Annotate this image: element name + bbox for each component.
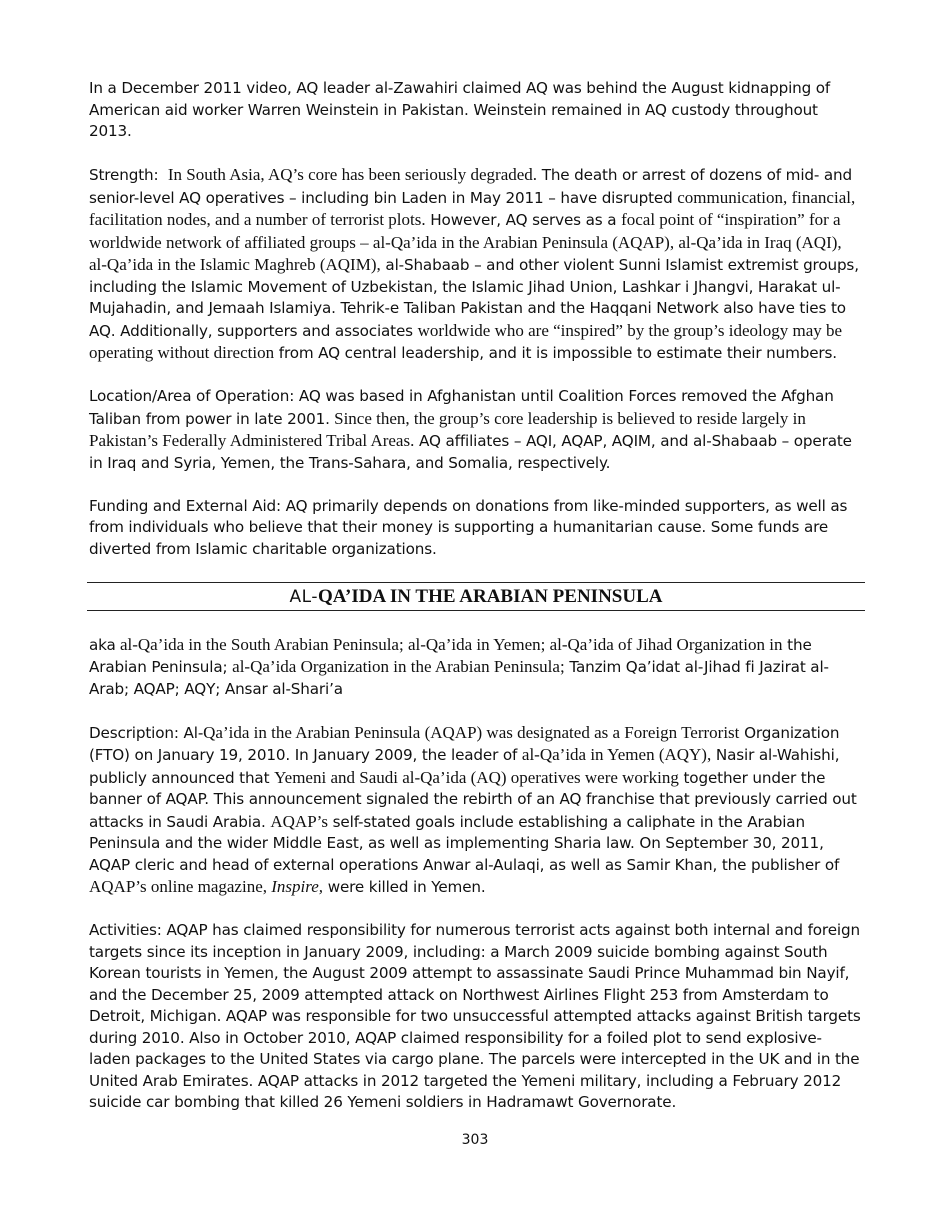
location-text-3: AQ affiliates – AQI, AQAP, AQIM, and al-Shabaab – operate in Iraq and Syria, Yemen, the Trans-Sahara, and Somalia, respectively. bbox=[89, 432, 852, 472]
description-text-10: AQAP’s online magazine, bbox=[89, 877, 272, 896]
strength-text-1: In South Asia, AQ’s core has been seriously degraded. bbox=[167, 165, 538, 184]
location-text-2: Since then, the group’s core leadership is believed to reside largely in Pakistan’s Federally Administered Tribal Areas. bbox=[89, 408, 806, 450]
description-text-6: Yemeni and Saudi al-Qa’ida (AQ) operatives were working bbox=[274, 767, 679, 787]
strength-text-4: However, AQ serves as a bbox=[425, 211, 622, 229]
intro-text: In a December 2011 video, AQ leader al-Zawahiri claimed AQ was behind the August kidnapping of American aid worker Warren Weinstein in Pakistan. Weinstein remained in AQ custody throughout 2013. bbox=[89, 79, 831, 140]
description-text-11: were killed in Yemen. bbox=[323, 878, 486, 896]
activities-label: Activities: bbox=[89, 921, 162, 939]
location-paragraph bbox=[89, 386, 863, 474]
description-text-3: Organization (FTO) on January 19, 2010. In January 2009, the leader of bbox=[89, 723, 840, 764]
strength-text-5: focal point of “inspiration” for a worldwide network of affiliated groups – al-Qa’ida in the Arabian Peninsula (AQAP), al-Qa’ida in Iraq (AQI), al-Qa’ida in the Islamic Maghreb (AQIM), bbox=[89, 210, 842, 274]
strength-text-7: worldwide who are “inspired” by the group’s ideology may be operating without direction bbox=[89, 320, 843, 362]
strength-text-8: from AQ central leadership, and it is impossible to estimate their numbers. bbox=[274, 344, 837, 362]
activities-text: AQAP has claimed responsibility for numerous terrorist acts against both internal and foreign targets since its inception in January 2009, including: a March 2009 suicide bombing against South Korean tourists in Yemen, the August 2009 attempt to assassinate Saudi Prince Muhammad bin Nayif, and the December 25, 2009 attempted attack on Northwest Airlines Flight 253 from Amsterdam to Detroit, Michigan. AQAP was responsible for two unsuccessful attempted attacks against British targets during 2010. Also in October 2010, AQAP claimed responsibility for a foiled plot to send explosive-laden packages to the United States via cargo plane. The parcels were intercepted in the UK and in the United Arab Emirates. AQAP attacks in 2012 targeted the Yemeni military, including a February 2012 suicide car bombing that killed 26 Yemeni soldiers in Hadramawt Governorate. bbox=[89, 921, 861, 1111]
page-number: 303 bbox=[461, 1132, 489, 1148]
description-text-1: Al- bbox=[178, 723, 204, 742]
aka-paragraph bbox=[89, 634, 863, 701]
description-text-5: Nasir al-Wahishi, publicly announced that bbox=[89, 746, 840, 787]
aka-text-1: al-Qa’ida in the South Arabian Peninsula; al-Qa’ida in Yemen; al-Qa’ida of Jihad Organization in bbox=[115, 634, 783, 654]
description-text-7: together under the banner of AQAP. This announcement signaled the rebirth of an AQ franchise that previously carried out attacks in Saudi Arabia. bbox=[89, 768, 857, 831]
strength-text-3: communication, financial, facilitation nodes, and a number of terrorist plots. bbox=[89, 187, 856, 229]
description-paragraph bbox=[89, 722, 863, 899]
description-text-4: al-Qa’ida in Yemen (AQY), bbox=[521, 745, 712, 764]
strength-label: Strength: bbox=[89, 166, 159, 184]
location-text-1: AQ was based in Afghanistan until Coalition Forces removed the Afghan Taliban from power in late 2001. bbox=[89, 387, 834, 428]
description-text-2: Qa’ida in the Arabian Peninsula (AQAP) was designated as a Foreign Terrorist bbox=[203, 722, 740, 742]
aka-label: aka bbox=[89, 635, 116, 654]
description-text-8: AQAP’s bbox=[270, 811, 328, 831]
strength-text-6: al-Shabaab – and other violent Sunni Islamist extremist groups, including the Islamic Movement of Uzbekistan, the Islamic Jihad Union, Lashkar i Jhangvi, Harakat ul-Mujahadin, and Jemaah Islamiya. Tehrik-e Taliban Pakistan and the Haqqani Network also have ties to AQ. Additionally, supporters and associates bbox=[89, 256, 859, 340]
funding-text: AQ primarily depends on donations from like-minded supporters, as well as from individuals who believe that their money is supporting a humanitarian cause. Some funds are diverted from Islamic charitable organizations. bbox=[89, 496, 848, 558]
funding-label: Funding and External Aid: bbox=[89, 496, 281, 515]
section-header bbox=[87, 582, 865, 611]
strength-text-2: The death or arrest of dozens of mid- and senior-level AQ operatives – including bin Laden in May 2011 – have disrupted bbox=[89, 166, 853, 207]
activities-paragraph bbox=[89, 920, 863, 1114]
section-title: QA’IDA IN THE ARABIAN PENINSULA bbox=[317, 585, 663, 607]
document-page bbox=[89, 78, 863, 1135]
funding-paragraph bbox=[89, 496, 863, 561]
aka-text-4: Tanzim Qa’idat al-Jihad fi Jazirat al-Arab; AQAP; AQY; Ansar al-Shari’a bbox=[89, 658, 829, 698]
magazine-title: Inspire, bbox=[271, 877, 324, 896]
aka-text-2: the Arabian Peninsula; bbox=[89, 635, 812, 676]
aka-text-3: al-Qa’ida Organization in the Arabian Peninsula; bbox=[232, 657, 565, 676]
description-text-9: self-stated goals include establishing a caliphate in the Arabian Peninsula and the wider Middle East, as well as implementing Sharia law. On September 30, 2011, AQAP cleric and head of external operations Anwar al-Aulaqi, as well as Samir Khan, the publisher of bbox=[89, 812, 840, 874]
section-title-prefix: AL- bbox=[289, 586, 318, 607]
description-label: Description: bbox=[89, 723, 179, 742]
location-label: Location/Area of Operation: bbox=[89, 387, 295, 405]
strength-paragraph bbox=[89, 164, 863, 365]
intro-paragraph bbox=[89, 78, 863, 143]
